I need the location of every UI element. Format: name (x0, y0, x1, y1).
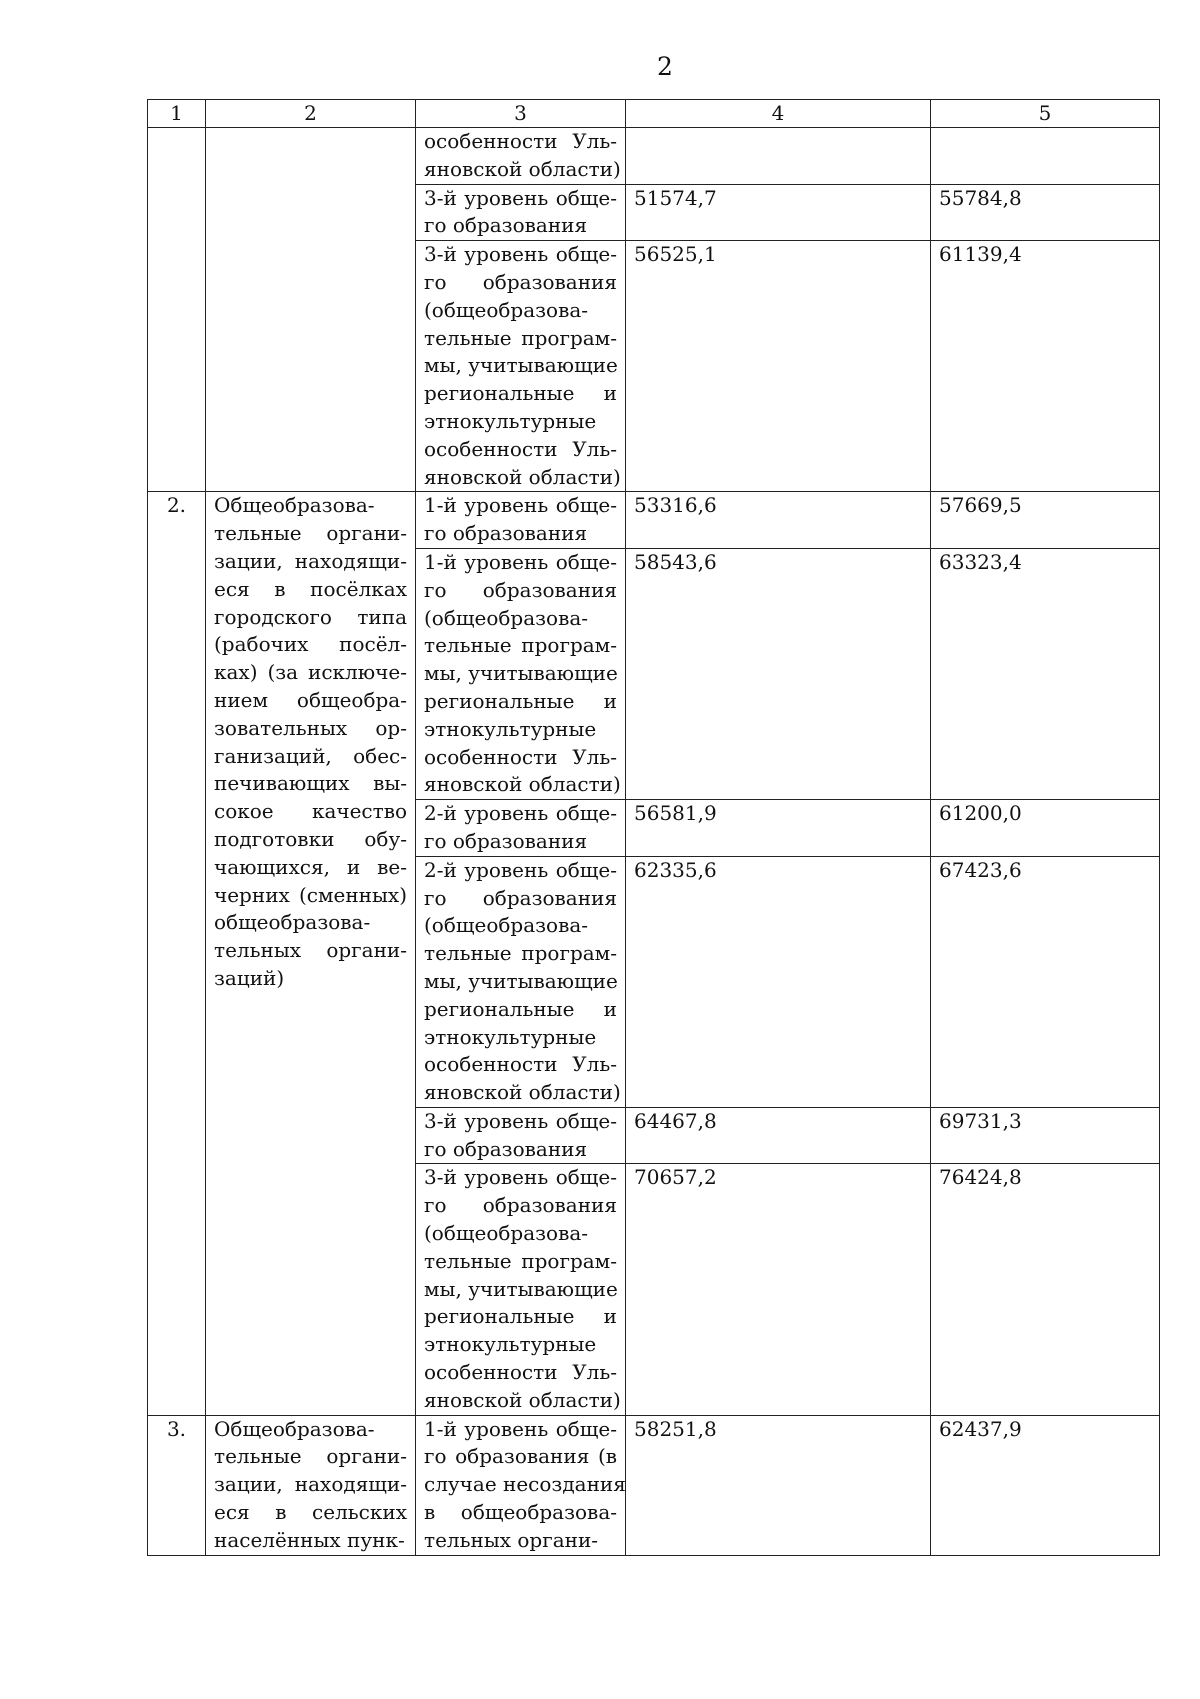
education-level-cell (416, 241, 626, 492)
text-line: го образования (424, 1193, 617, 1218)
value-col5: 62437,9 (931, 1415, 1160, 1555)
text-line: яновской области) (424, 1080, 621, 1105)
text-line: (общеобразова- (424, 1221, 589, 1246)
text-line: этнокультурные (424, 408, 597, 433)
table-header-row (148, 100, 1160, 128)
text-line: зовательных ор- (214, 715, 407, 740)
text-line: (общеобразова- (424, 913, 589, 938)
education-level-cell (416, 184, 626, 241)
text-line: этнокультурные (424, 1332, 597, 1357)
text-line: Общеобразова- (214, 1416, 375, 1441)
text-line: особенности Уль- (424, 1052, 617, 1077)
text-line: особенности Уль- (424, 436, 617, 461)
text-line: заций) (214, 965, 285, 990)
text-line: печивающих вы- (214, 771, 407, 796)
text-line: подготовки обу- (214, 826, 407, 851)
text-line: зации, находящи- (214, 548, 407, 573)
text-line: тельные програм- (424, 633, 617, 658)
value-col5: 61200,0 (931, 800, 1160, 857)
text-line: яновской области) (424, 1387, 621, 1412)
text-line: (общеобразова- (424, 605, 589, 630)
text-line: го образования (424, 577, 617, 602)
education-level-cell (416, 1107, 626, 1164)
column-header: 2 (206, 100, 416, 128)
text-line: черних (сменных) (214, 882, 407, 907)
text-line: населённых пунк- (214, 1527, 405, 1552)
text-line: яновской области) (424, 772, 621, 797)
column-header: 5 (931, 100, 1160, 128)
education-level-cell (416, 492, 626, 549)
value-col5: 55784,8 (931, 184, 1160, 241)
text-line: тельные органи- (214, 1444, 407, 1469)
value-col4: 56525,1 (626, 241, 931, 492)
text-line: мы, учитывающие (424, 1276, 618, 1301)
text-line: региональные и (424, 688, 617, 713)
text-line: нием общеобра- (214, 687, 407, 712)
text-line: 2-й уровень обще- (424, 857, 617, 882)
value-col4: 62335,6 (626, 856, 931, 1107)
value-col5: 63323,4 (931, 548, 1160, 799)
organization-type-cell (206, 492, 416, 1415)
value-col5: 76424,8 (931, 1164, 1160, 1415)
text-line: 1-й уровень обще- (424, 493, 617, 518)
text-line: особенности Уль- (424, 744, 617, 769)
education-level-cell (416, 800, 626, 857)
value-col5: 61139,4 (931, 241, 1160, 492)
text-line: тельные органи- (214, 521, 407, 546)
text-line: тельных органи- (424, 1527, 599, 1552)
column-header: 1 (148, 100, 206, 128)
text-line: 1-й уровень обще- (424, 549, 617, 574)
text-line: 3-й уровень обще- (424, 242, 617, 267)
tariff-table (147, 99, 1160, 1556)
text-line: чающихся, и ве- (214, 854, 407, 879)
text-line: го образования (424, 1136, 588, 1161)
text-line: 1-й уровень обще- (424, 1416, 617, 1441)
education-level-cell (416, 128, 626, 185)
text-line: особенности Уль- (424, 1360, 617, 1385)
column-header: 3 (416, 100, 626, 128)
text-line: тельные програм- (424, 325, 617, 350)
education-level-cell (416, 548, 626, 799)
text-line: мы, учитывающие (424, 661, 618, 686)
organization-type-cell (206, 1415, 416, 1555)
column-header: 4 (626, 100, 931, 128)
value-col4: 58543,6 (626, 548, 931, 799)
text-line: ках) (за исключе- (214, 660, 407, 685)
value-col4: 51574,7 (626, 184, 931, 241)
text-line: 3-й уровень обще- (424, 185, 617, 210)
text-line: сокое качество (214, 799, 407, 824)
text-line: тельные програм- (424, 941, 617, 966)
value-col5 (931, 128, 1160, 185)
organization-type-cell (206, 128, 416, 492)
text-line: (общеобразова- (424, 297, 589, 322)
text-line: региональные и (424, 381, 617, 406)
text-line: 3-й уровень обще- (424, 1108, 617, 1133)
text-line: яновской области) (424, 156, 621, 181)
text-line: особенности Уль- (424, 129, 617, 153)
row-number-cell: 2. (148, 492, 206, 1415)
text-line: зации, находящи- (214, 1472, 407, 1497)
text-line: яновской области) (424, 464, 621, 489)
text-line: региональные и (424, 1304, 617, 1329)
text-line: 3-й уровень обще- (424, 1165, 617, 1190)
text-line: мы, учитывающие (424, 968, 618, 993)
education-level-cell (416, 856, 626, 1107)
value-col4: 53316,6 (626, 492, 931, 549)
table-row (148, 128, 1160, 185)
value-col4: 56581,9 (626, 800, 931, 857)
text-line: еся в сельских (214, 1500, 407, 1525)
value-col5: 67423,6 (931, 856, 1160, 1107)
text-line: общеобразова- (214, 910, 371, 935)
text-line: (рабочих посёл- (214, 632, 407, 657)
value-col4 (626, 128, 931, 185)
education-level-cell (416, 1164, 626, 1415)
text-line: го образования (424, 213, 588, 238)
text-line: го образования (424, 828, 588, 853)
text-line: го образования (424, 521, 588, 546)
text-line: еся в посёлках (214, 576, 407, 601)
text-line: го образования (в (424, 1444, 617, 1469)
text-line: Общеобразова- (214, 493, 375, 518)
row-number-cell (148, 128, 206, 492)
value-col4: 64467,8 (626, 1107, 931, 1164)
value-col4: 58251,8 (626, 1415, 931, 1555)
text-line: городского типа (214, 604, 407, 629)
text-line: этнокультурные (424, 716, 597, 741)
text-line: ганизаций, обес- (214, 743, 407, 768)
text-line: 2-й уровень обще- (424, 801, 617, 826)
text-line: го образования (424, 885, 617, 910)
value-col5: 69731,3 (931, 1107, 1160, 1164)
table-row (148, 492, 1160, 549)
text-line: го образования (424, 269, 617, 294)
page-number: 2 (657, 52, 673, 81)
text-line: региональные и (424, 996, 617, 1021)
text-line: мы, учитывающие (424, 353, 618, 378)
text-line: тельных органи- (214, 938, 407, 963)
value-col5: 57669,5 (931, 492, 1160, 549)
text-line: случае несоздания (424, 1472, 626, 1497)
text-line: этнокультурные (424, 1024, 597, 1049)
text-line: в общеобразова- (424, 1500, 617, 1525)
row-number-cell: 3. (148, 1415, 206, 1555)
text-line: тельные програм- (424, 1248, 617, 1273)
value-col4: 70657,2 (626, 1164, 931, 1415)
education-level-cell (416, 1415, 626, 1555)
table-row (148, 1415, 1160, 1555)
